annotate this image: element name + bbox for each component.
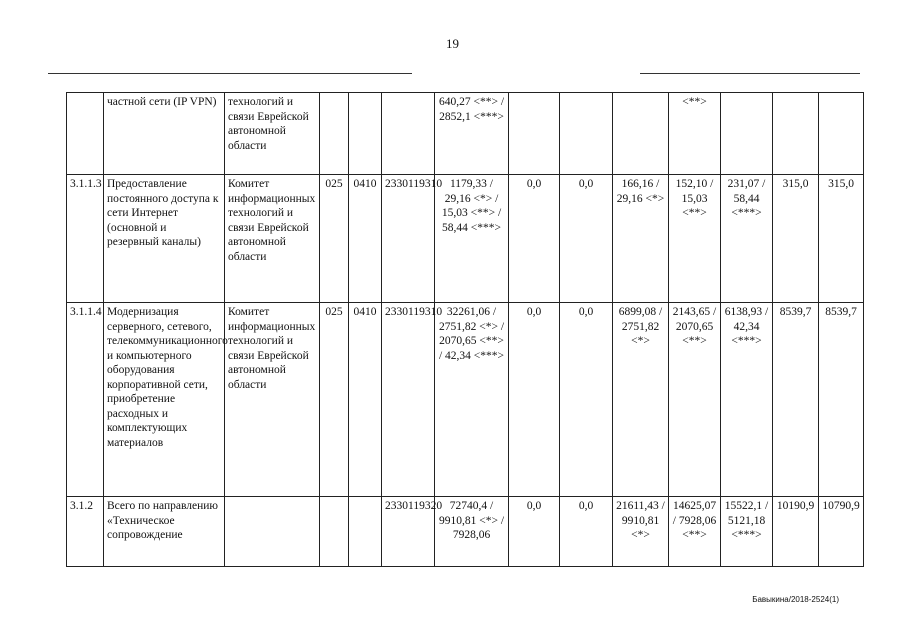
cell-csr: 2330119320	[382, 497, 435, 567]
cell-year-2: 0,0	[560, 303, 613, 497]
page-number: 19	[446, 36, 459, 51]
cell-year-1: 0,0	[509, 497, 560, 567]
cell-rzpr	[349, 497, 382, 567]
cell-activity-name: частной сети (IP VPN)	[104, 93, 225, 175]
cell-year-4: 2143,65 / 2070,65 <**>	[669, 303, 721, 497]
cell-year-6: 8539,7	[773, 303, 819, 497]
cell-year-2: 0,0	[560, 497, 613, 567]
table-row	[67, 497, 864, 567]
table-row	[67, 175, 864, 303]
cell-executor: технологий и связи Еврейской автономной области	[225, 93, 320, 175]
cell-executor	[225, 497, 320, 567]
cell-grbs: 025	[320, 175, 349, 303]
cell-year-7: 10790,9	[819, 497, 864, 567]
header-rule-left	[48, 73, 412, 74]
cell-year-1	[509, 93, 560, 175]
cell-year-6	[773, 93, 819, 175]
cell-year-2	[560, 93, 613, 175]
cell-year-1: 0,0	[509, 175, 560, 303]
cell-year-3	[613, 93, 669, 175]
cell-activity-name: Модернизация серверного, сетевого, телекоммуникационного и компьютерного оборудования корпоративной сети, приобретение расходных и комплектующих материалов	[104, 303, 225, 497]
cell-year-3: 166,16 / 29,16 <*>	[613, 175, 669, 303]
cell-year-1: 0,0	[509, 303, 560, 497]
cell-activity-name: Всего по направлению «Техническое сопровождение	[104, 497, 225, 567]
table-row	[67, 303, 864, 497]
cell-executor: Комитет информационных технологий и связи Еврейской автономной области	[225, 303, 320, 497]
cell-year-5	[721, 93, 773, 175]
cell-activity-name: Предоставление постоянного доступа к сети Интернет (основной и резервный каналы)	[104, 175, 225, 303]
cell-rzpr: 0410	[349, 175, 382, 303]
cell-year-5: 231,07 / 58,44 <***>	[721, 175, 773, 303]
cell-year-7	[819, 93, 864, 175]
cell-csr	[382, 93, 435, 175]
cell-grbs	[320, 93, 349, 175]
cell-code: 3.1.1.3	[67, 175, 104, 303]
cell-grbs	[320, 497, 349, 567]
cell-total: 640,27 <**> / 2852,1 <***>	[435, 93, 509, 175]
cell-year-3: 21611,43 / 9910,81 <*>	[613, 497, 669, 567]
cell-rzpr	[349, 93, 382, 175]
table-row	[67, 93, 864, 175]
cell-year-4: 14625,07 / 7928,06 <**>	[669, 497, 721, 567]
cell-rzpr: 0410	[349, 303, 382, 497]
cell-year-7: 8539,7	[819, 303, 864, 497]
cell-executor: Комитет информационных технологий и связи Еврейской автономной области	[225, 175, 320, 303]
cell-year-6: 10190,9	[773, 497, 819, 567]
cell-year-5: 15522,1 / 5121,18 <***>	[721, 497, 773, 567]
cell-grbs: 025	[320, 303, 349, 497]
cell-year-4: <**>	[669, 93, 721, 175]
cell-year-5: 6138,93 / 42,34 <***>	[721, 303, 773, 497]
cell-year-4: 152,10 / 15,03 <**>	[669, 175, 721, 303]
cell-total: 1179,33 / 29,16 <*> / 15,03 <**> / 58,44 <***>	[435, 175, 509, 303]
cell-year-2: 0,0	[560, 175, 613, 303]
header-rule-right	[640, 73, 860, 74]
cell-code	[67, 93, 104, 175]
cell-year-7: 315,0	[819, 175, 864, 303]
cell-code: 3.1.2	[67, 497, 104, 567]
document-reference: Бавыкина/2018-2524(1)	[752, 595, 839, 604]
cell-total: 72740,4 / 9910,81 <*> / 7928,06	[435, 497, 509, 567]
cell-total: 32261,06 / 2751,82 <*> / 2070,65 <**> / 42,34 <***>	[435, 303, 509, 497]
program-activities-table	[66, 92, 864, 567]
cell-year-3: 6899,08 / 2751,82 <*>	[613, 303, 669, 497]
cell-code: 3.1.1.4	[67, 303, 104, 497]
cell-csr: 2330119310	[382, 303, 435, 497]
cell-csr: 2330119310	[382, 175, 435, 303]
cell-year-6: 315,0	[773, 175, 819, 303]
